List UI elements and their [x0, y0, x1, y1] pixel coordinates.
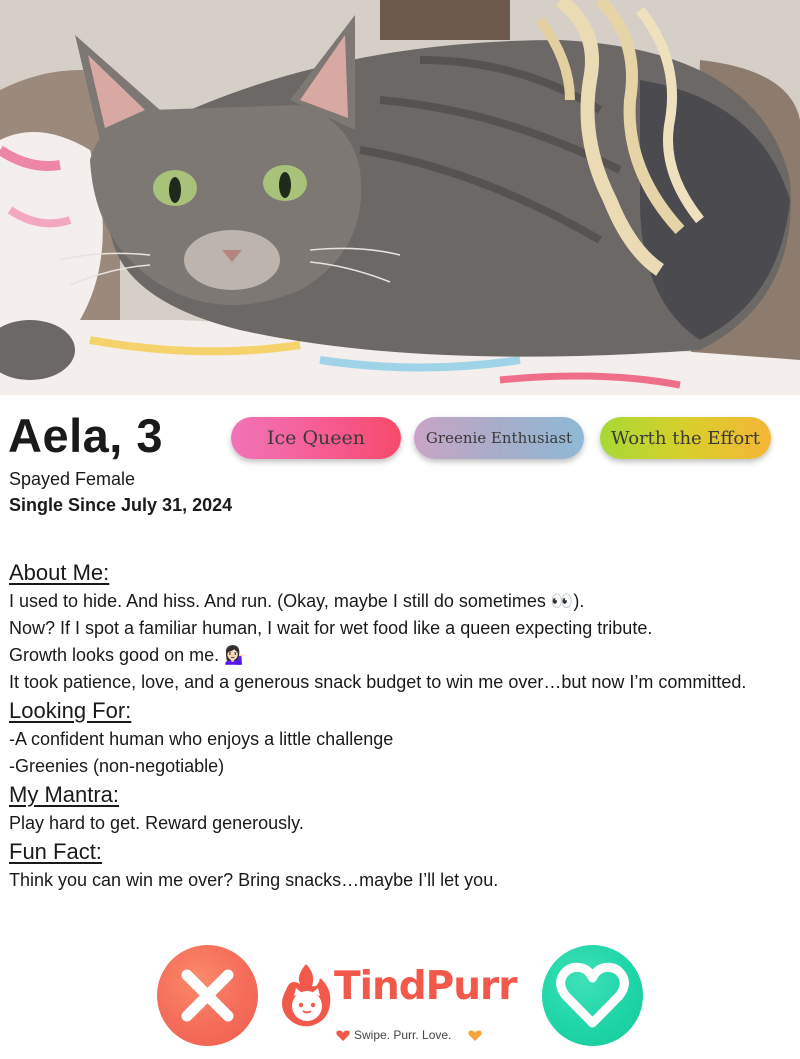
fun-fact-text: Think you can win me over? Bring snacks…maybe I’ll let you. — [9, 870, 499, 890]
about-line: I used to hide. And hiss. And run. (Okay, maybe I still do sometimes 👀). — [9, 591, 585, 611]
nope-button[interactable] — [157, 945, 258, 1046]
profile-sex: Spayed Female — [9, 469, 136, 489]
looking-for-line: -Greenies (non-negotiable) — [9, 756, 225, 776]
brand-tagline: Swipe. Purr. Love. — [354, 1028, 452, 1042]
looking-for-heading: Looking For: — [9, 698, 132, 723]
heart-small-icon — [336, 1030, 350, 1042]
profile-single-since: Single Since July 31, 2024 — [9, 495, 233, 515]
cat-flame-icon — [276, 960, 336, 1030]
heart-small-icon — [468, 1030, 482, 1042]
brand-name: TindPurr — [334, 964, 517, 1009]
like-button[interactable] — [542, 945, 643, 1046]
tag-ice-queen: Ice Queen — [231, 417, 401, 459]
mantra-text: Play hard to get. Reward generously. — [9, 813, 304, 833]
heart-icon — [542, 945, 643, 1046]
about-line: It took patience, love, and a generous snack budget to win me over…but now I’m committed. — [9, 672, 747, 692]
close-icon — [157, 945, 258, 1046]
cat-photo-illustration — [0, 0, 800, 395]
mantra-heading: My Mantra: — [9, 782, 120, 807]
profile-name: Aela, 3 — [8, 409, 164, 462]
about-heading: About Me: — [9, 560, 110, 585]
tag-greenie-enthusiast: Greenie Enthusiast — [414, 417, 584, 459]
profile-photo — [0, 0, 800, 395]
fun-fact-heading: Fun Fact: — [9, 839, 102, 864]
tag-worth-the-effort: Worth the Effort — [600, 417, 771, 459]
about-line: Now? If I spot a familiar human, I wait for wet food like a queen expecting tribute. — [9, 618, 653, 638]
profile-bio — [9, 558, 799, 894]
about-line: Growth looks good on me. 💁🏻‍♀️ — [9, 645, 247, 665]
looking-for-line: -A confident human who enjoys a little challenge — [9, 729, 394, 749]
tindpurr-logo — [276, 958, 532, 1048]
